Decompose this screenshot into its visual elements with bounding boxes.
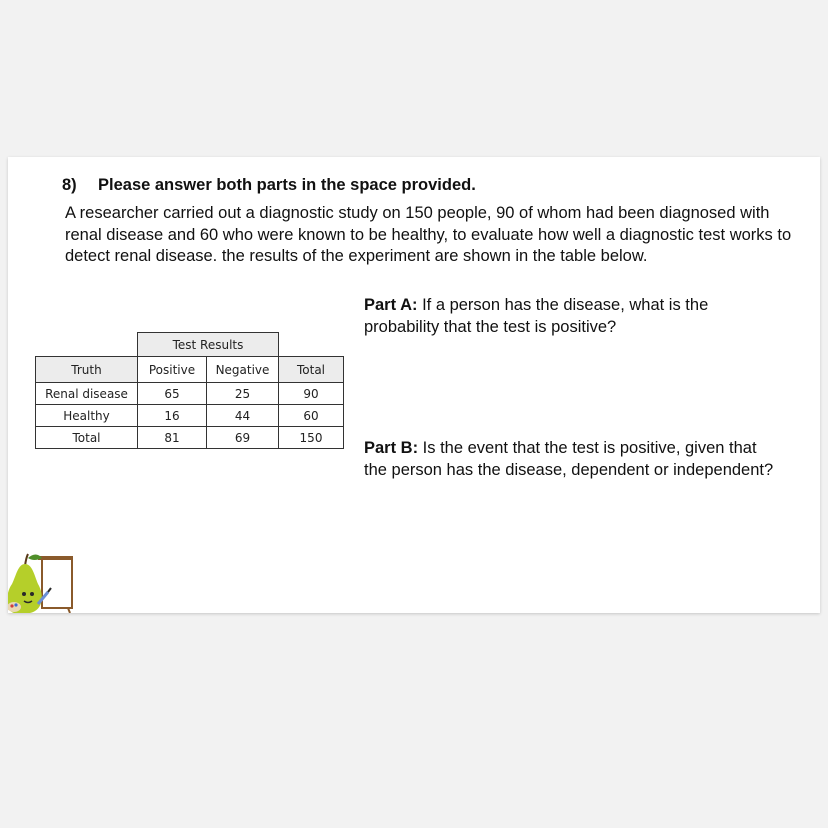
paint-dot-red	[10, 604, 13, 607]
table-group-header: Test Results	[138, 333, 279, 357]
table-cell: 90	[279, 383, 344, 405]
results-table	[35, 332, 344, 449]
easel-canvas	[42, 558, 72, 608]
pear-deck-mascot-icon	[8, 552, 74, 613]
table-header-row	[36, 357, 344, 383]
table-cell: 81	[138, 427, 207, 449]
table-blank-cell	[279, 333, 344, 357]
table-row	[36, 427, 344, 449]
part-b-label: Part B:	[364, 439, 419, 457]
question-number: 8)	[62, 176, 77, 194]
table-column-header: Truth	[36, 357, 138, 383]
table-column-header: Negative	[207, 357, 279, 383]
table-row-label: Total	[36, 427, 138, 449]
table-column-header: Total	[279, 357, 344, 383]
question-stem: A researcher carried out a diagnostic study on 150 people, 90 of whom had been diagnosed with renal disease and 60 who were known to be healthy, to evaluate how well a diagnostic test works to detect renal disease. the results of the experiment are shown in the table below.	[65, 204, 792, 265]
paint-dot-blue	[14, 603, 17, 606]
table-column-header: Positive	[138, 357, 207, 383]
table-cell: 65	[138, 383, 207, 405]
table-row	[36, 383, 344, 405]
pear-eye-right	[30, 592, 34, 596]
question-heading-text: Please answer both parts in the space provided.	[98, 176, 476, 194]
easel-top	[38, 556, 73, 560]
table-cell: 150	[279, 427, 344, 449]
question-heading	[62, 176, 476, 195]
table-cell: 60	[279, 405, 344, 427]
table-row	[36, 405, 344, 427]
table-row-label: Healthy	[36, 405, 138, 427]
question-card	[8, 157, 820, 613]
table-group-header-row	[36, 333, 344, 357]
table-cell: 69	[207, 427, 279, 449]
pear-eye-left	[22, 592, 26, 596]
table-cell: 44	[207, 405, 279, 427]
part-b-text: Is the event that the test is positive, given that the person has the disease, dependent or independent?	[364, 439, 774, 479]
table-row-label: Renal disease	[36, 383, 138, 405]
part-a-text: If a person has the disease, what is the probability that the test is positive?	[364, 296, 709, 336]
table-cell: 16	[138, 405, 207, 427]
part-a	[364, 294, 774, 338]
table-cell: 25	[207, 383, 279, 405]
table-blank-cell	[36, 333, 138, 357]
part-a-label: Part A:	[364, 296, 418, 314]
part-b	[364, 437, 774, 481]
